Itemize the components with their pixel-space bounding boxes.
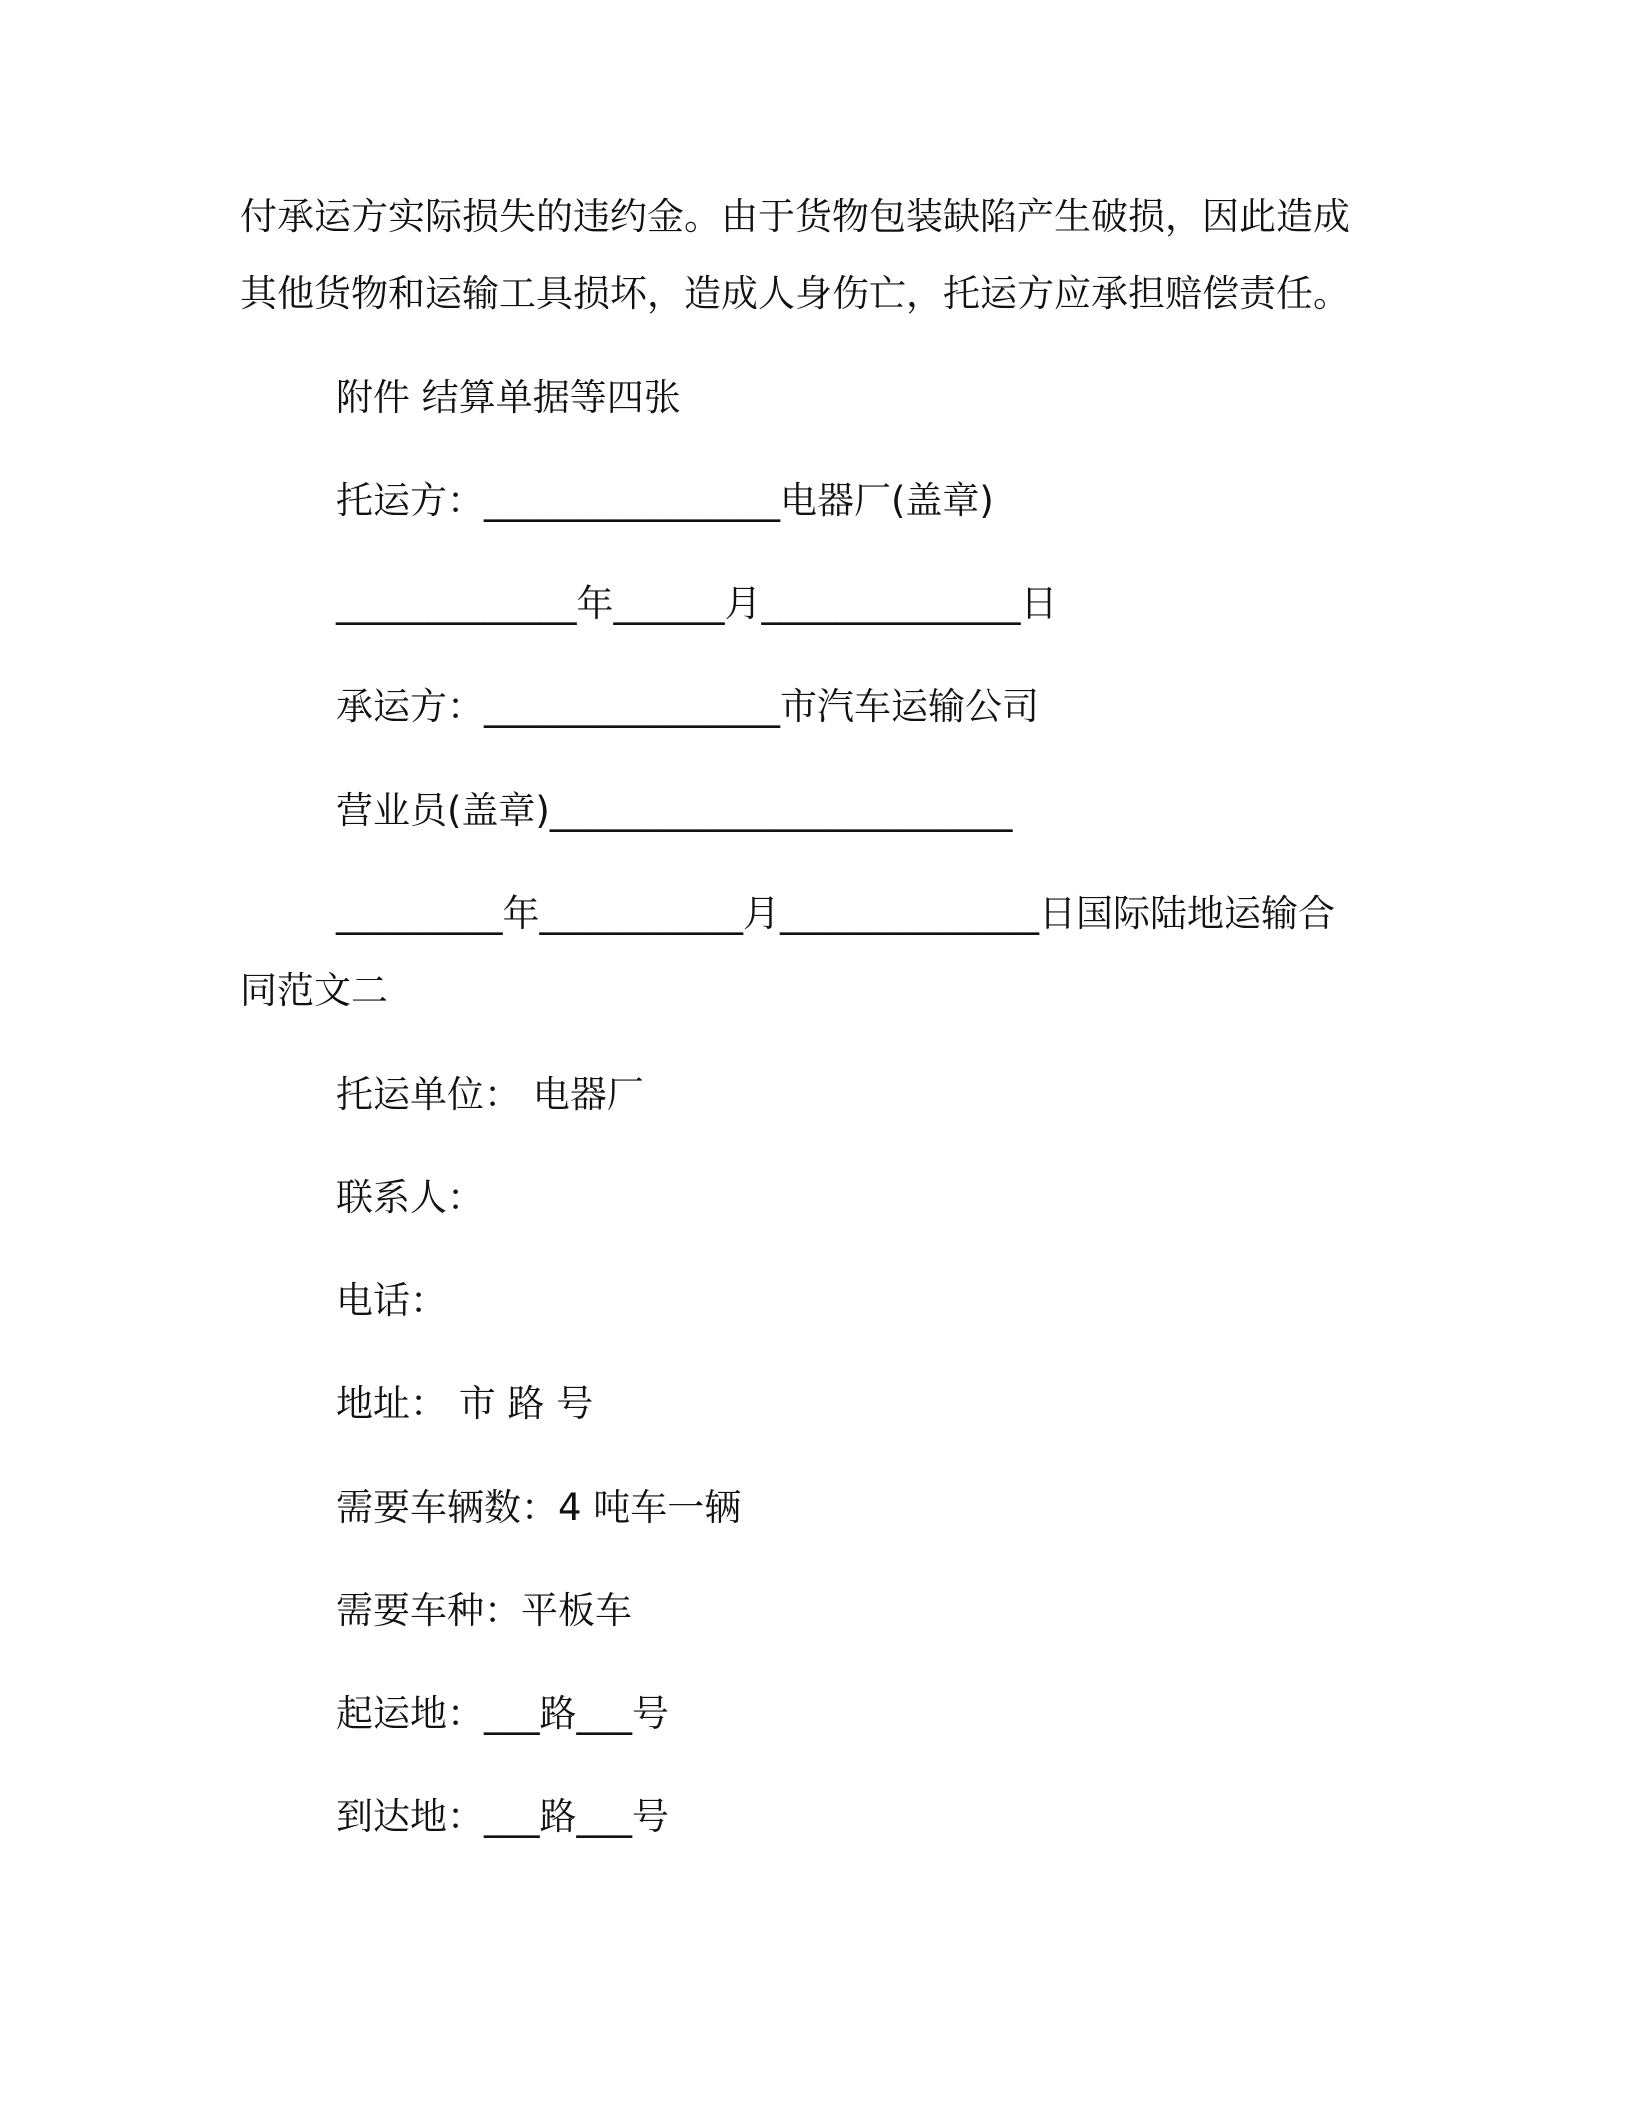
vehicle-count-line: 需要车辆数：4 吨车一辆 (336, 1486, 742, 1529)
origin-line: 起运地：___路___号 (336, 1692, 669, 1735)
destination-line: 到达地：___路___号 (336, 1795, 669, 1838)
paragraph-line-1: 付承运方实际损失的违约金。由于货物包装缺陷产生破损，因此造成 (240, 195, 1350, 238)
title-continuation-line: 同范文二 (240, 969, 388, 1012)
vehicle-type-line: 需要车种：平板车 (336, 1589, 632, 1632)
phone-line: 电话： (336, 1279, 447, 1322)
shipper-signature-line: 托运方：________________电器厂(盖章) (336, 479, 994, 522)
shipper-date-line: _____________年______月______________日 (336, 582, 1058, 625)
contact-person-line: 联系人： (336, 1176, 484, 1219)
attachment-line: 附件 结算单据等四张 (336, 376, 681, 419)
carrier-date-and-title-line: _________年___________月______________日国际陆地运输合 (336, 892, 1335, 935)
clerk-signature-line: 营业员(盖章)_________________________ (336, 789, 1013, 832)
address-line: 地址： 市 路 号 (336, 1382, 594, 1425)
shipping-unit-line: 托运单位： 电器厂 (336, 1073, 644, 1116)
carrier-signature-line: 承运方：________________市汽车运输公司 (336, 685, 1039, 728)
paragraph-line-2: 其他货物和运输工具损坏，造成人身伤亡，托运方应承担赔偿责任。 (240, 272, 1350, 315)
